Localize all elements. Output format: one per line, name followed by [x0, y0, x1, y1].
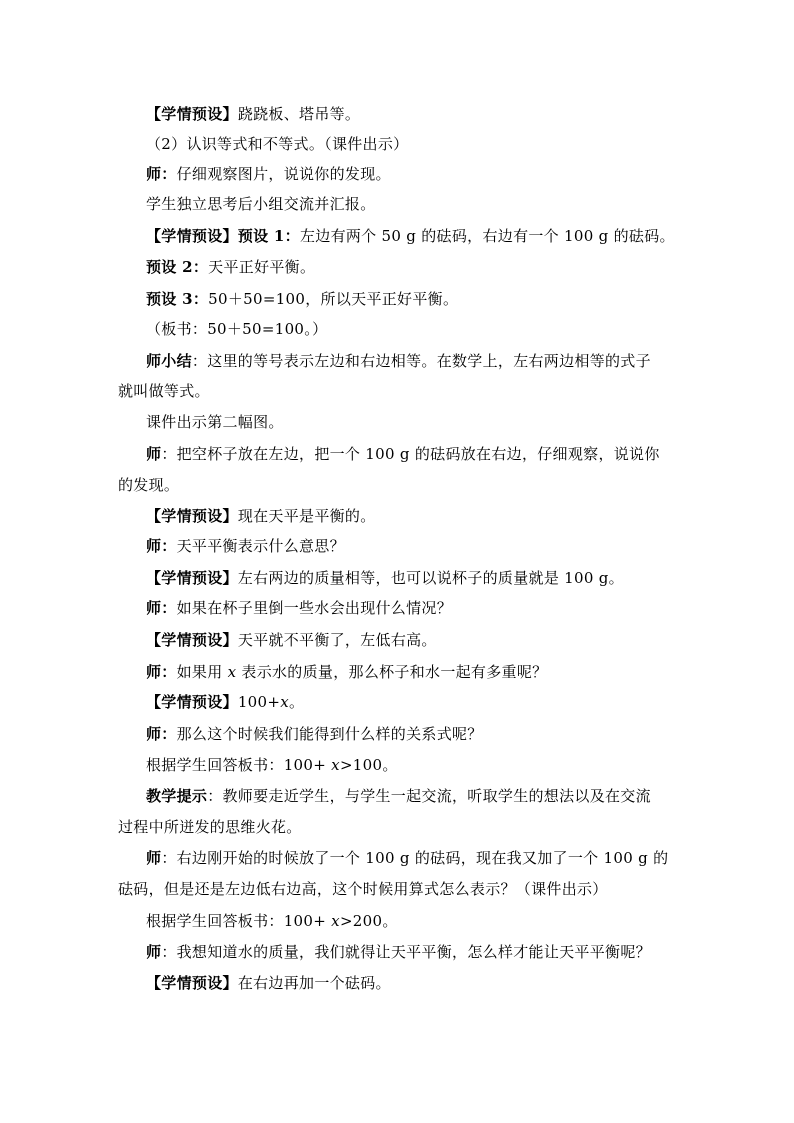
text-line — [146, 755, 398, 775]
math-variable: x — [331, 756, 340, 774]
text-line — [146, 412, 284, 432]
text-line — [146, 692, 304, 712]
text-segment: （2）认识等式和不等式。（课件出示） — [146, 135, 409, 153]
text-segment: 表示水的质量，那么杯子和水一起有多重呢？ — [236, 663, 548, 681]
text-line — [146, 257, 315, 277]
text-line — [118, 879, 608, 899]
text-segment: 跷跷板、塔吊等。 — [237, 105, 361, 123]
text-segment: 。 — [288, 693, 305, 711]
text-segment: 天平平衡表示什么意思？ — [176, 537, 345, 555]
speaker-label: 【学情预设】 — [146, 974, 238, 992]
text-segment: ：把空杯子放在左边，把一个 100 g 的砝码放在右边，仔细观察，说说你 — [161, 445, 660, 463]
text-segment: ：这里的等号表示左边和右边相等。在数学上，左右两边相等的式子 — [191, 352, 651, 370]
speaker-label: 师： — [146, 599, 177, 617]
math-variable: x — [227, 663, 237, 681]
text-line — [146, 786, 651, 806]
text-line — [146, 536, 345, 556]
text-segment: 课件出示第二幅图。 — [146, 413, 284, 431]
text-segment: 在右边再加一个砝码。 — [237, 974, 391, 992]
text-line — [118, 817, 302, 837]
text-line — [146, 942, 651, 962]
text-line — [146, 104, 360, 124]
text-segment: 左右两边的质量相等，也可以说杯子的质量就是 100 g。 — [237, 569, 624, 587]
speaker-label: 教学提示 — [146, 787, 208, 805]
text-segment: 就叫做等式。 — [118, 382, 210, 400]
text-line — [146, 724, 483, 744]
text-line — [146, 630, 437, 650]
text-segment: 仔细观察图片，说说你的发现。 — [176, 165, 391, 183]
text-segment: 根据学生回答板书：100+ — [146, 756, 332, 774]
text-segment: 过程中所迸发的思维火花。 — [118, 818, 302, 836]
text-line — [146, 662, 547, 682]
speaker-label: 师： — [146, 725, 177, 743]
text-line — [146, 568, 624, 588]
speaker-label: 【学情预设】 — [146, 569, 238, 587]
text-line — [146, 848, 668, 868]
speaker-label: 【学情预设】 — [146, 631, 238, 649]
text-line — [146, 289, 458, 309]
speaker-label: 师： — [146, 165, 177, 183]
text-segment: （板书：50＋50=100。） — [146, 320, 328, 338]
text-segment: 如果用 — [176, 663, 228, 681]
text-segment: 现在天平是平衡的。 — [237, 507, 376, 525]
text-line — [146, 598, 452, 618]
speaker-label: 师小结 — [146, 352, 192, 370]
speaker-label: 师： — [146, 663, 177, 681]
text-segment: 学生独立思考后小组交流并汇报。 — [146, 195, 376, 213]
speaker-label: 师： — [146, 537, 177, 555]
speaker-label: 预设 3： — [146, 290, 209, 308]
speaker-label: 【学情预设】 — [146, 693, 238, 711]
text-line — [146, 164, 391, 184]
speaker-label: 师 — [146, 943, 162, 961]
text-segment: >100。 — [339, 756, 398, 774]
text-line — [146, 973, 391, 993]
text-line — [146, 351, 651, 371]
text-segment: 如果在杯子里倒一些水会出现什么情况？ — [176, 599, 453, 617]
text-line — [118, 381, 210, 401]
speaker-label: 师 — [146, 849, 162, 867]
text-line — [146, 134, 408, 154]
text-segment: 50＋50=100，所以天平正好平衡。 — [208, 290, 459, 308]
text-segment: 砝码，但是还是左边低右边高，这个时候用算式怎么表示？（课件出示） — [118, 880, 608, 898]
text-segment: 的发现。 — [118, 476, 180, 494]
speaker-label: 【学情预设】预设 1： — [146, 227, 300, 245]
text-line — [146, 506, 376, 526]
text-segment: 100+ — [237, 693, 281, 711]
text-line — [146, 226, 675, 246]
speaker-label: 【学情预设】 — [146, 105, 238, 123]
text-segment: 那么这个时候我们能得到什么样的关系式呢？ — [176, 725, 483, 743]
text-line — [146, 194, 376, 214]
text-line — [146, 319, 327, 339]
text-segment: ：我想知道水的质量，我们就得让天平平衡，怎么样才能让天平平衡呢？ — [161, 943, 651, 961]
text-segment: >200。 — [339, 912, 398, 930]
text-line — [118, 475, 179, 495]
math-variable: x — [331, 912, 340, 930]
speaker-label: 师 — [146, 445, 162, 463]
math-variable: x — [280, 693, 289, 711]
speaker-label: 【学情预设】 — [146, 507, 238, 525]
text-segment: 根据学生回答板书：100+ — [146, 912, 332, 930]
speaker-label: 预设 2： — [146, 258, 209, 276]
text-line — [146, 911, 398, 931]
text-segment: 左边有两个 50 g 的砝码，右边有一个 100 g 的砝码。 — [299, 227, 675, 245]
text-segment: 天平就不平衡了，左低右高。 — [237, 631, 437, 649]
text-segment: ：教师要走近学生，与学生一起交流，听取学生的想法以及在交流 — [207, 787, 651, 805]
text-segment: ：右边刚开始的时候放了一个 100 g 的砝码，现在我又加了一个 100 g 的 — [161, 849, 669, 867]
text-line — [146, 444, 660, 464]
text-segment: 天平正好平衡。 — [208, 258, 316, 276]
